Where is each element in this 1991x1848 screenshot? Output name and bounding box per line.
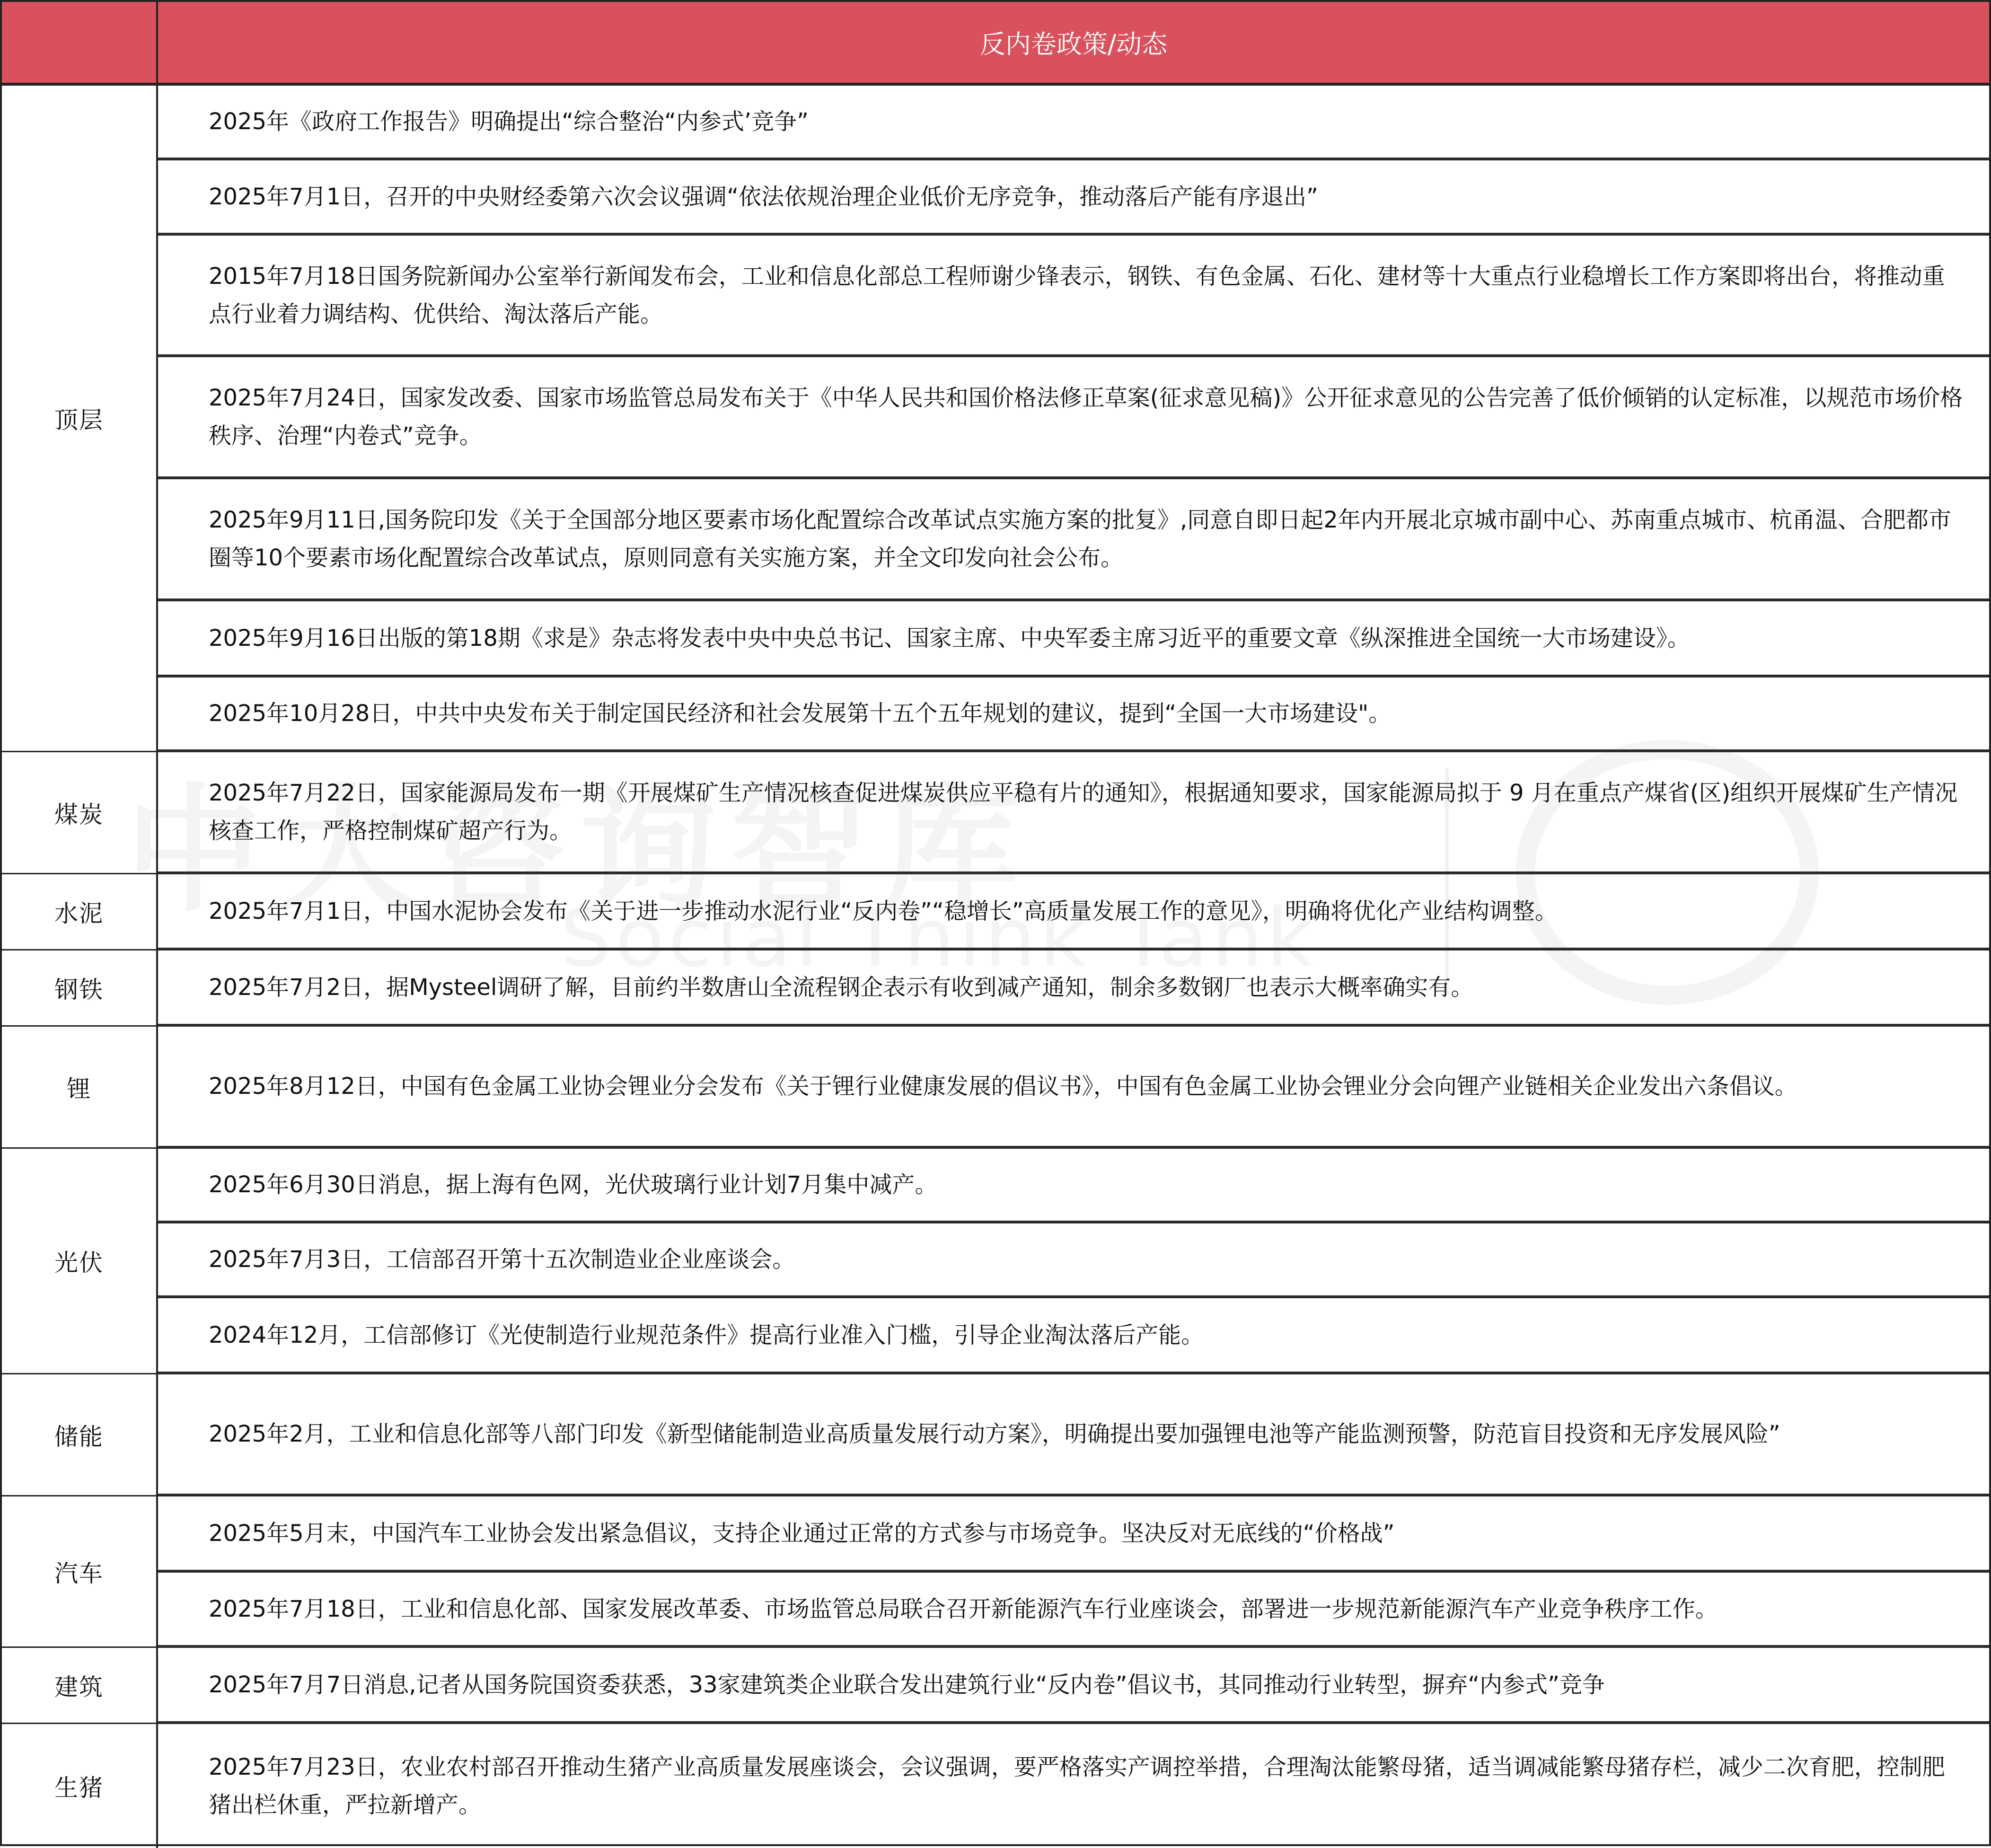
policy-row	[158, 1573, 1989, 1648]
policy-text: 2025年7月7日消息,记者从国务院国资委获悉，33家建筑类企业联合发出建筑行业“反内卷”倡议书，其同推动行业转型，摒弃“内参式”竞争	[209, 1671, 1605, 1698]
category-cell	[2, 874, 158, 950]
category-cell	[2, 1496, 158, 1648]
policy-row	[158, 1223, 1989, 1298]
policy-text: 2025年2月，工业和信息化部等八部门印发《新型储能制造业高质量发展行动方案》，明确提出要加强锂电池等产能监测预警，防范盲目投资和无序发展风险”	[209, 1421, 1780, 1447]
category-label: 顶层	[54, 406, 104, 434]
table-header	[2, 2, 1989, 86]
category-label: 锂	[67, 1075, 91, 1103]
policy-row	[158, 752, 1989, 874]
category-cell	[2, 1149, 158, 1374]
category-label: 建筑	[54, 1673, 104, 1701]
policy-text: 2025年7月22日，国家能源局发布一期《开展煤矿生产情况核查促进煤炭供应平稳有片的通知》，根据通知要求，国家能源局拟于 9 月在重点产煤省(区)组织开展煤矿生产情况核查工作，严格控制煤矿超产行为。	[209, 780, 1958, 844]
policy-row	[158, 1724, 1989, 1848]
policy-text: 2025年7月24日，国家发改委、国家市场监管总局发布关于《中华人民共和国价格法修正草案(征求意见稿)》公开征求意见的公告完善了低价倾销的认定标准，以规范市场价格秩序、治理“内卷式”竞争。	[209, 385, 1963, 449]
category-label: 钢铁	[54, 976, 104, 1003]
category-cell	[2, 1027, 158, 1149]
policy-row	[158, 236, 1989, 357]
category-label: 汽车	[54, 1559, 104, 1587]
policy-text: 2025年9月11日,国务院印发《关于全国部分地区要素市场化配置综合改革试点实施方案的批复》,同意自即日起2年内开展北京城市副中心、苏南重点城市、杭甬温、合肥都市圈等10个要素市场化配置综合改革试点，原则同意有关实施方案，并全文印发向社会公布。	[209, 507, 1951, 571]
policy-row	[158, 1298, 1989, 1374]
category-cell	[2, 86, 158, 752]
category-cell	[2, 1374, 158, 1496]
policy-text: 2025年9月16日出版的第18期《求是》杂志将发表中央中央总书记、国家主席、中央军委主席习近平的重要文章《纵深推进全国统一大市场建设》。	[209, 625, 1690, 651]
category-cell	[2, 752, 158, 874]
policy-row	[158, 357, 1989, 479]
policy-text: 2025年《政府工作报告》明确提出“综合整治“内参式’竞争”	[209, 108, 809, 135]
policy-text: 2024年12月，工信部修订《光使制造行业规范条件》提高行业准入门槛，引导企业淘汰落后产能。	[209, 1321, 1204, 1348]
category-label: 水泥	[54, 900, 104, 927]
policy-row	[158, 874, 1989, 950]
policy-row	[158, 678, 1989, 752]
category-label: 生猪	[54, 1774, 104, 1802]
policy-text: 2015年7月18日国务院新闻办公室举行新闻发布会，工业和信息化部总工程师谢少锋表示，钢铁、有色金属、石化、建材等十大重点行业稳增长工作方案即将出台，将推动重点行业着力调结构、优供给、淘汰落后产能。	[209, 263, 1945, 327]
policy-row	[158, 1648, 1989, 1724]
policy-row	[158, 86, 1989, 160]
policy-text: 2025年7月3日，工信部召开第十五次制造业企业座谈会。	[209, 1246, 795, 1273]
policy-text: 2025年8月12日，中国有色金属工业协会锂业分会发布《关于锂行业健康发展的倡议书》，中国有色金属工业协会锂业分会向锂产业链相关企业发出六条倡议。	[209, 1073, 1797, 1100]
policy-row	[158, 950, 1989, 1027]
category-label: 储能	[54, 1423, 104, 1451]
policy-row	[158, 1374, 1989, 1496]
policy-text: 2025年6月30日消息，据上海有色网，光伏玻璃行业计划7月集中减产。	[209, 1171, 938, 1198]
policy-text: 2025年7月23日，农业农村部召开推动生猪产业高质量发展座谈会，会议强调，要严格落实产调控举措，合理淘汰能繁母猪，适当调减能繁母猪存栏，减少二次育肥，控制肥猪出栏休重，严拉新增产。	[209, 1754, 1945, 1818]
policy-row	[158, 1149, 1989, 1223]
category-cell	[2, 950, 158, 1027]
category-label: 光伏	[54, 1249, 104, 1276]
policy-row	[158, 479, 1989, 601]
header-title: 反内卷政策/动态	[979, 29, 1168, 59]
policy-text: 2025年5月末，中国汽车工业协会发出紧急倡议，支持企业通过正常的方式参与市场竞争。坚决反对无底线的“价格战”	[209, 1520, 1395, 1547]
policy-row	[158, 601, 1989, 678]
policy-text: 2025年7月2日，据Mysteel调研了解，目前约半数唐山全流程钢企表示有收到减产通知，制余多数钢厂也表示大概率确实有。	[209, 974, 1474, 1001]
policy-text: 2025年10月28日，中共中央发布关于制定国民经济和社会发展第十五个五年规划的建议，提到“全国一大市场建设"。	[209, 700, 1392, 727]
header-category-cell	[2, 2, 158, 83]
policy-text: 2025年7月18日，工业和信息化部、国家发展改革委、市场监管总局联合召开新能源汽车行业座谈会，部署进一步规范新能源汽车产业竞争秩序工作。	[209, 1595, 1718, 1622]
category-label: 煤炭	[54, 801, 104, 828]
category-cell	[2, 1648, 158, 1724]
policy-row	[158, 160, 1989, 236]
policy-text: 2025年7月1日，中国水泥协会发布《关于进一步推动水泥行业“反内卷”“稳增长”高质量发展工作的意见》，明确将优化产业结构调整。	[209, 898, 1558, 924]
policy-row	[158, 1027, 1989, 1149]
category-cell	[2, 1724, 158, 1848]
policy-text: 2025年7月1日，召开的中央财经委第六次会议强调“依法依规治理企业低价无序竞争，推动落后产能有序退出”	[209, 183, 1318, 210]
policy-row	[158, 1496, 1989, 1573]
